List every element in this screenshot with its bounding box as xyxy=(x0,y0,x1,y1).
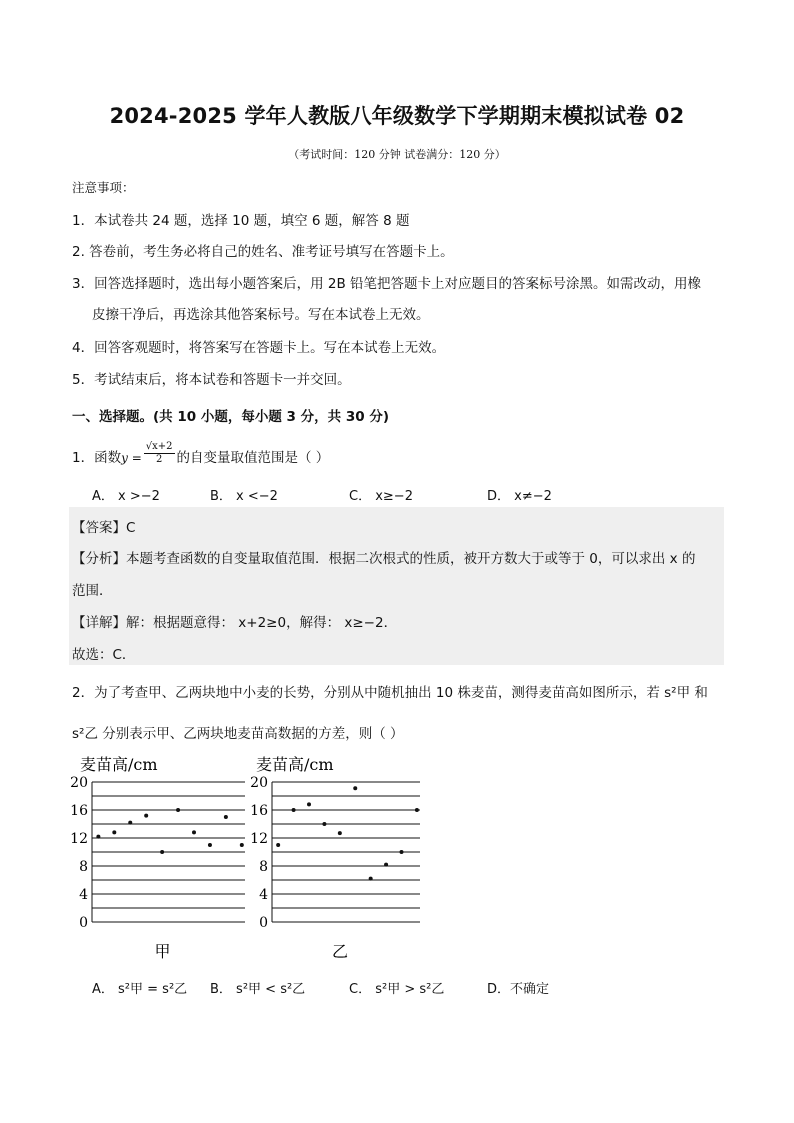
data-point xyxy=(400,850,404,854)
data-point xyxy=(192,830,196,834)
chart-title: 麦苗高/cm xyxy=(256,755,334,774)
data-point xyxy=(415,808,419,812)
note-item: 4．回答客观题时，将答案写在答题卡上。写在本试卷上无效。 xyxy=(72,340,446,356)
answer-box xyxy=(69,507,724,665)
section-heading: 一、选择题。(共 10 小题，每小题 3 分，共 30 分) xyxy=(72,409,390,425)
option-d: D．不确定 xyxy=(487,982,550,997)
data-point xyxy=(384,863,388,867)
y-tick-label: 12 xyxy=(250,831,268,847)
fraction-denominator: 2 xyxy=(155,453,163,465)
data-point xyxy=(128,821,132,825)
option-a: A． x >−2 xyxy=(92,489,160,504)
data-point xyxy=(338,831,342,835)
option-a: A． s²甲 = s²乙 xyxy=(92,982,188,997)
option-b: B． x <−2 xyxy=(210,489,278,504)
data-point xyxy=(240,843,244,847)
data-point xyxy=(369,877,373,881)
x-axis-label: 乙 xyxy=(332,942,349,961)
question-2: 2．为了考查甲、乙两块地中小麦的长势，分别从中随机抽出 10 株麦苗，测得麦苗高如图所示，若 s²甲 和 xyxy=(72,685,708,701)
data-point xyxy=(144,814,148,818)
fraction-numerator: √x+2 xyxy=(145,440,173,452)
y-tick-label: 4 xyxy=(79,887,88,903)
y-tick-label: 8 xyxy=(259,859,268,875)
x-axis-label: 甲 xyxy=(154,942,171,961)
page-title: 2024-2025 学年人教版八年级数学下学期期末模拟试卷 02 xyxy=(109,104,685,128)
data-point xyxy=(307,802,311,806)
data-point xyxy=(292,808,296,812)
note-item: 5．考试结束后，将本试卷和答题卡一并交回。 xyxy=(72,372,351,388)
notes-heading: 注意事项： xyxy=(72,180,135,195)
y-tick-label: 16 xyxy=(250,803,268,819)
y-tick-label: 20 xyxy=(250,775,268,791)
scatter-charts xyxy=(70,752,430,967)
chart-yi xyxy=(250,755,420,961)
chart-jia xyxy=(70,755,245,961)
option-c: C． x≥−2 xyxy=(349,489,413,504)
question-2-cont: s²乙 分别表示甲、乙两块地麦苗高数据的方差，则（ ） xyxy=(72,726,404,742)
y-tick-label: 16 xyxy=(70,803,88,819)
data-point xyxy=(160,850,164,854)
note-item: 3．回答选择题时，选出每小题答案后，用 2B 铅笔把答题卡上对应题目的答案标号涂黑。如需改动，用橡 xyxy=(72,276,702,292)
question-1-prefix: 1．函数 xyxy=(72,450,122,466)
option-d: D． x≠−2 xyxy=(487,489,552,504)
question-1-suffix: 的自变量取值范围是（ ） xyxy=(176,450,330,466)
function-symbol: y = xyxy=(121,451,142,465)
data-point xyxy=(96,835,100,839)
answer: 【答案】C xyxy=(72,520,136,536)
data-point xyxy=(208,843,212,847)
y-tick-label: 12 xyxy=(70,831,88,847)
final-choice: 故选：C． xyxy=(72,647,136,663)
analysis: 【分析】本题考查函数的自变量取值范围．根据二次根式的性质，被开方数大于或等于 0，可以求出 x 的 xyxy=(72,551,696,567)
option-c: C． s²甲 > s²乙 xyxy=(349,982,445,997)
note-item: 1．本试卷共 24 题，选择 10 题，填空 6 题，解答 8 题 xyxy=(72,213,410,229)
note-item: 皮擦干净后，再选涂其他答案标号。写在本试卷上无效。 xyxy=(92,307,430,323)
data-point xyxy=(353,786,357,790)
y-tick-label: 4 xyxy=(259,887,268,903)
option-b: B． s²甲 < s²乙 xyxy=(210,982,306,997)
question-1 xyxy=(72,440,330,466)
analysis-cont: 范围． xyxy=(72,583,113,599)
y-tick-label: 8 xyxy=(79,859,88,875)
data-point xyxy=(224,815,228,819)
fraction xyxy=(144,441,175,466)
data-point xyxy=(112,830,116,834)
y-tick-label: 20 xyxy=(70,775,88,791)
note-item: 2. 答卷前，考生务必将自己的姓名、准考证号填写在答题卡上。 xyxy=(72,244,454,260)
chart-title: 麦苗高/cm xyxy=(80,755,158,774)
exam-info: （考试时间：120 分钟 试卷满分：120 分） xyxy=(288,148,506,161)
detail: 【详解】解：根据题意得： x+2≥0，解得： x≥−2． xyxy=(72,615,398,631)
data-point xyxy=(276,843,280,847)
data-point xyxy=(176,808,180,812)
y-tick-label: 0 xyxy=(79,915,88,931)
y-tick-label: 0 xyxy=(259,915,268,931)
data-point xyxy=(322,822,326,826)
